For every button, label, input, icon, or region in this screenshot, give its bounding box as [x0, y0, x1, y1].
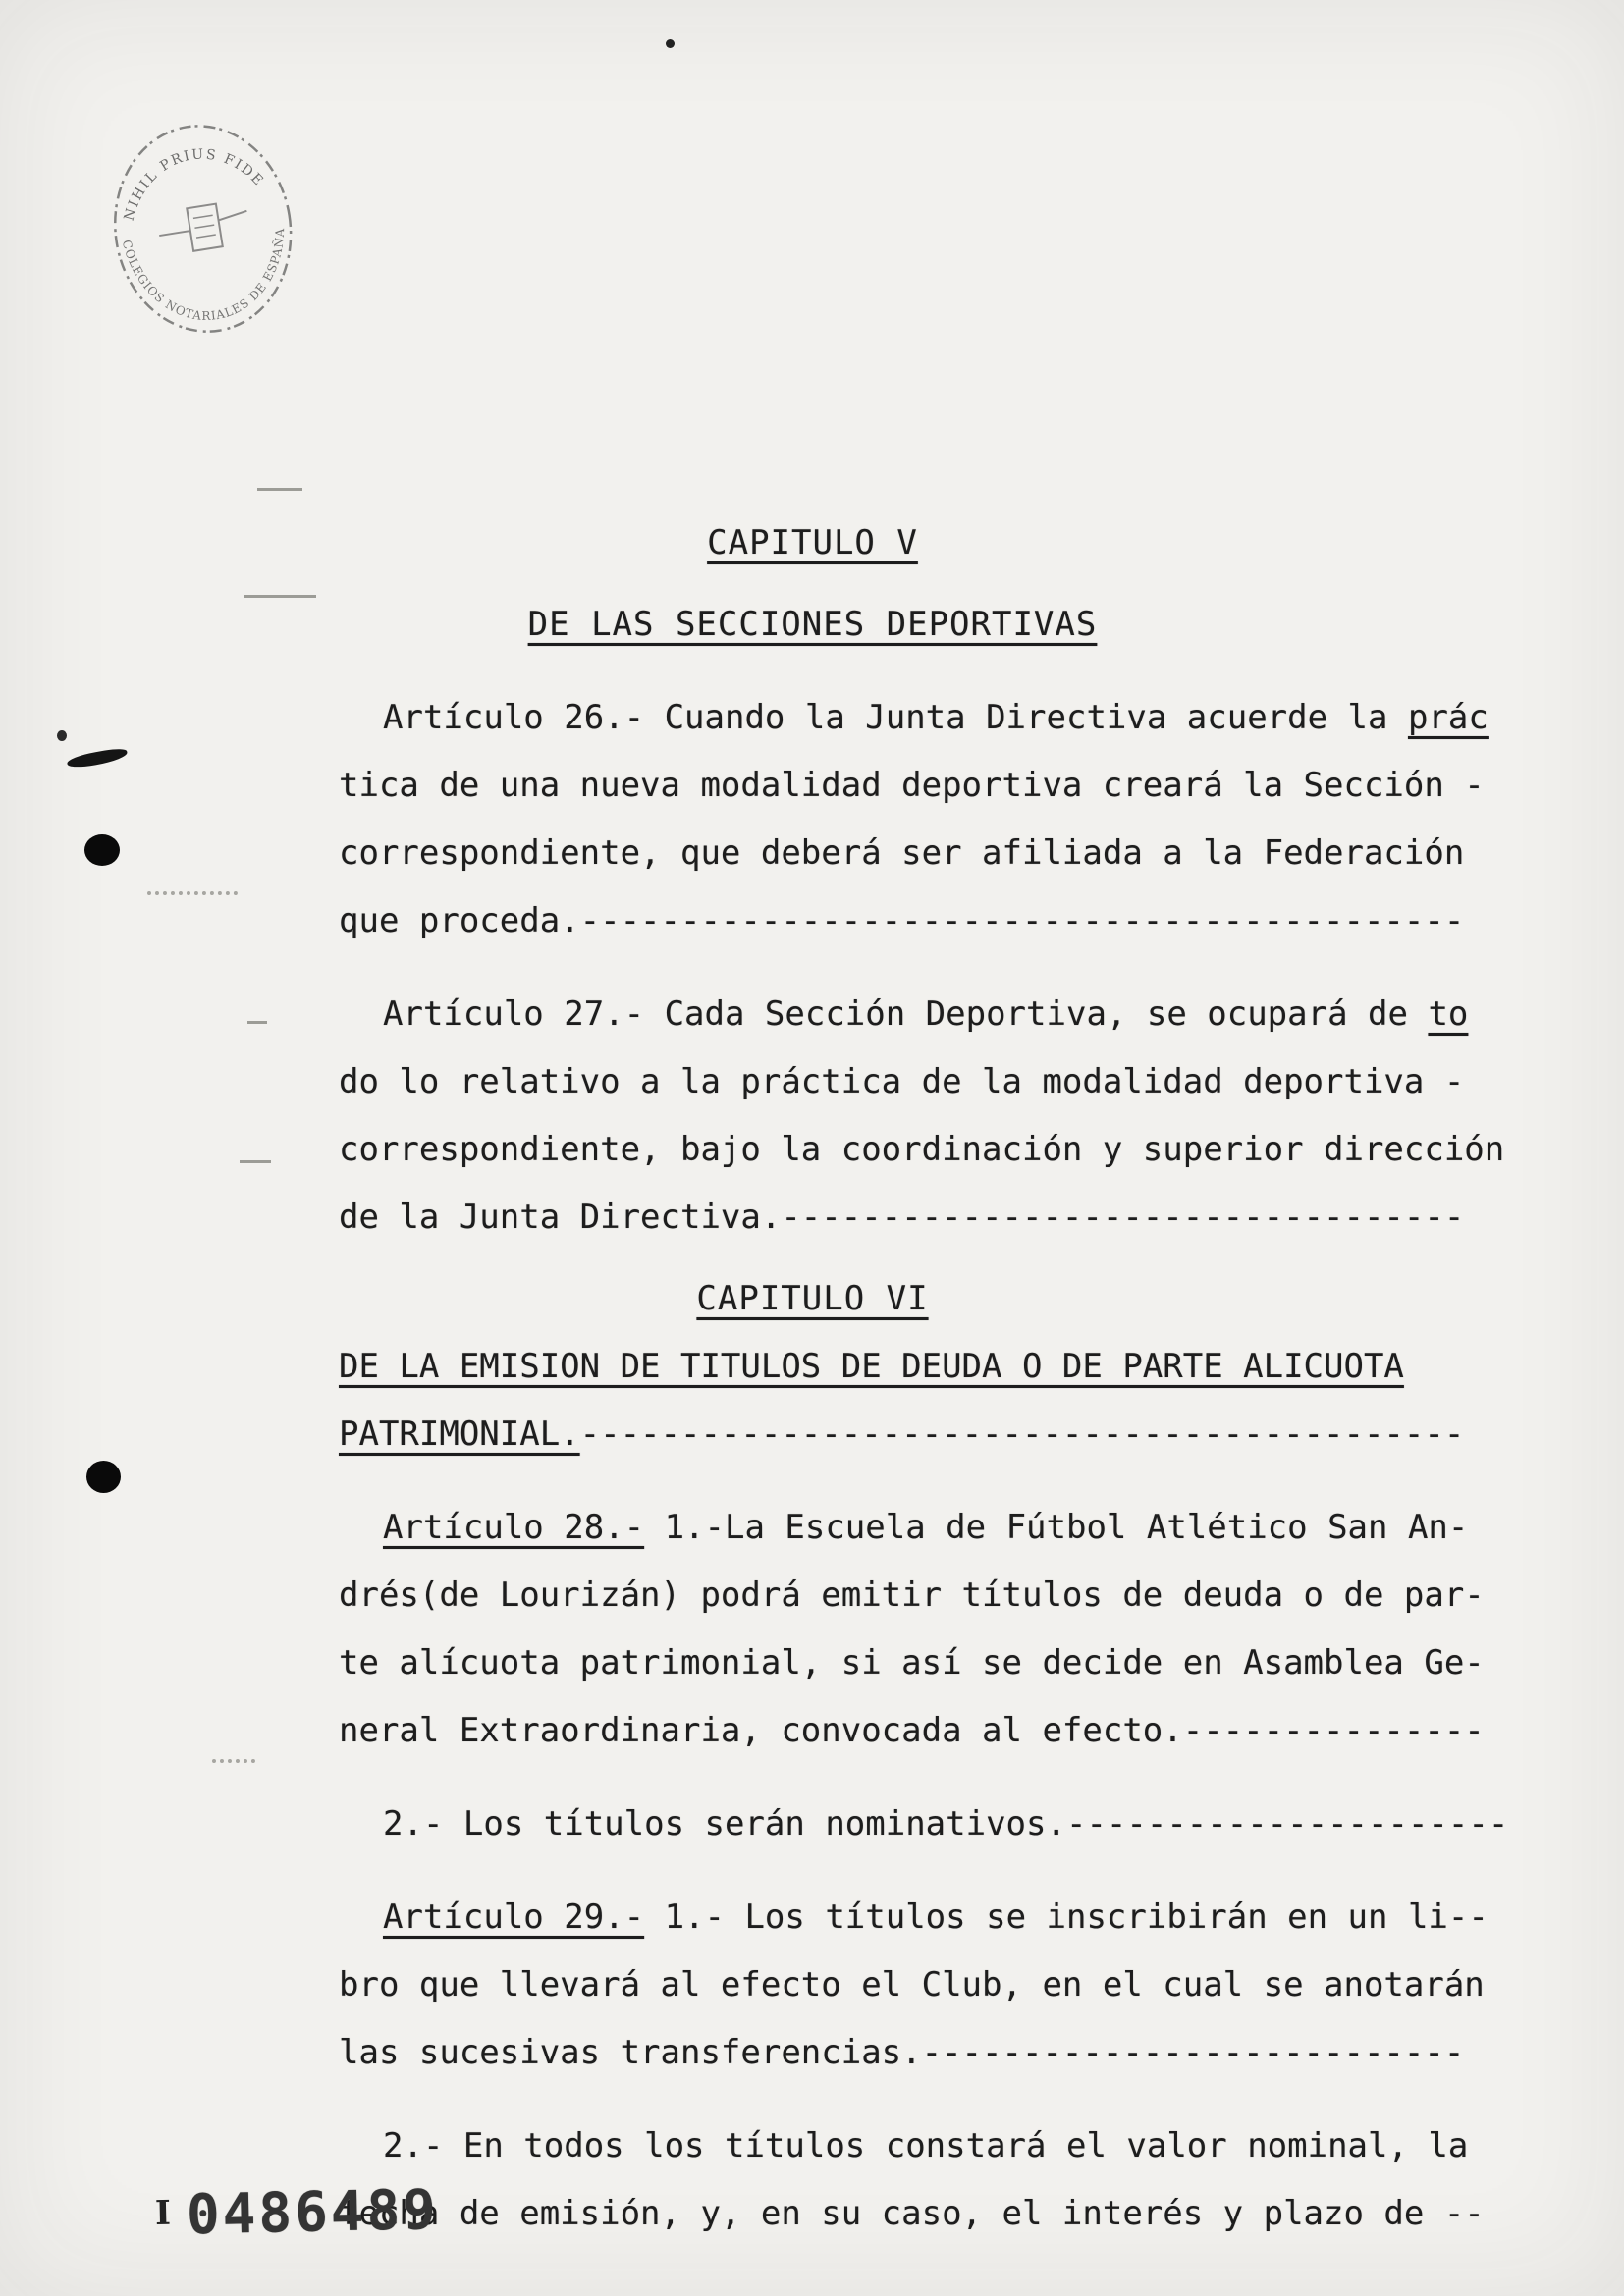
ink-speck [57, 730, 67, 741]
margin-dotted-mark [147, 891, 238, 895]
document-text-line [339, 1562, 1507, 1629]
document-heading-line [339, 1333, 1507, 1401]
document-text-line [339, 2180, 1507, 2248]
text-run: 2.- En todos los títulos constará el valor nominal, la [383, 2126, 1469, 2165]
document-heading-line [339, 1401, 1507, 1468]
seal-bottom-text: COLEGIOS NOTARIALES DE ESPAÑA [119, 227, 288, 323]
text-run: neral Extraordinaria, convocada al efecto.--------------- [339, 1711, 1485, 1750]
underlined-text-run: to [1428, 994, 1469, 1034]
document-text-line [339, 981, 1507, 1048]
document-heading-line [339, 509, 1286, 577]
margin-pencil-mark [240, 1160, 271, 1163]
document-text-line [339, 2019, 1507, 2087]
text-run: 1.-La Escuela de Fútbol Atlético San An- [644, 1508, 1469, 1547]
underlined-text-run: CAPITULO VI [696, 1279, 929, 1318]
text-run: 2.- Los títulos serán nominativos.---------------------- [383, 1804, 1509, 1843]
underlined-text-run: prác [1407, 698, 1489, 737]
serial-number-stamp [154, 2178, 439, 2248]
underlined-text-run: PATRIMONIAL. [339, 1415, 580, 1454]
notarial-seal-stamp [83, 98, 324, 363]
notarial-seal-graphic [83, 98, 324, 363]
text-run: correspondiente, que deberá ser afiliada a la Federación [339, 833, 1465, 873]
document-text-line [339, 1116, 1507, 1184]
document-text-line [339, 684, 1507, 752]
document-text-line [339, 1494, 1507, 1562]
text-run: te alícuota patrimonial, si así se decide en Asamblea Ge- [339, 1643, 1485, 1682]
document-text-line [339, 752, 1507, 820]
underlined-text-run: Artículo 28.- [383, 1508, 645, 1547]
document-lines [339, 509, 1507, 2248]
text-run: 1.- Los títulos se inscribirán en un li-- [644, 1897, 1489, 1937]
text-run: que proceda.-------------------------------------------- [339, 901, 1465, 940]
text-run: las sucesivas transferencias.--------------------------- [339, 2033, 1465, 2072]
hole-punch-mark [84, 834, 120, 866]
text-run: bro que llevará al efecto el Club, en el cual se anotarán [339, 1965, 1485, 2004]
seal-top-text: NIHIL PRIUS FIDE [121, 146, 268, 223]
margin-dotted-mark [212, 1759, 255, 1763]
ink-speck [666, 39, 675, 48]
ink-smudge [66, 747, 128, 771]
text-run: do lo relativo a la práctica de la modalidad deportiva - [339, 1062, 1465, 1101]
underlined-text-run: DE LA EMISION DE TITULOS DE DEUDA O DE PARTE ALICUOTA [339, 1347, 1404, 1386]
text-run: Artículo 27.- Cada Sección Deportiva, se ocupará de [383, 994, 1429, 1034]
text-run: drés(de Lourizán) podrá emitir títulos de deuda o de par- [339, 1575, 1485, 1615]
document-text-line [339, 1184, 1507, 1252]
document-heading-line [339, 1265, 1286, 1333]
document-text-line [339, 820, 1507, 887]
margin-pencil-mark [244, 595, 316, 598]
document-text-line [339, 1697, 1507, 1765]
serial-prefix-mark: I [154, 2193, 172, 2234]
document-heading-line [339, 591, 1286, 659]
document-text-line [339, 1048, 1507, 1116]
text-run: de la Junta Directiva.---------------------------------- [339, 1198, 1465, 1237]
underlined-text-run: CAPITULO V [707, 523, 918, 562]
serial-number: 0486489 [186, 2177, 440, 2248]
text-run: Artículo 26.- Cuando la Junta Directiva acuerde la [383, 698, 1408, 737]
document-text-line [339, 1790, 1507, 1858]
document-text-line [339, 1951, 1507, 2019]
seal-center-emblem [156, 199, 252, 256]
text-run: tica de una nueva modalidad deportiva creará la Sección - [339, 766, 1485, 805]
text-run: fecha de emisión, y, en su caso, el interés y plazo de -- [339, 2194, 1485, 2233]
margin-pencil-mark [247, 1021, 267, 1024]
document-text-line [339, 1884, 1507, 1951]
hole-punch-mark [86, 1461, 121, 1493]
svg-text:COLEGIOS NOTARIALES DE ESPAÑA [120, 214, 300, 335]
underlined-text-run: Artículo 29.- [383, 1897, 645, 1937]
document-text-line [339, 1629, 1507, 1697]
text-run: -------------------------------------------- [579, 1415, 1465, 1454]
document-text-line [339, 2112, 1507, 2180]
document-text-line [339, 887, 1507, 955]
underlined-text-run: DE LAS SECCIONES DEPORTIVAS [527, 605, 1098, 644]
margin-pencil-mark [257, 488, 302, 491]
text-run: correspondiente, bajo la coordinación y superior dirección [339, 1130, 1505, 1169]
